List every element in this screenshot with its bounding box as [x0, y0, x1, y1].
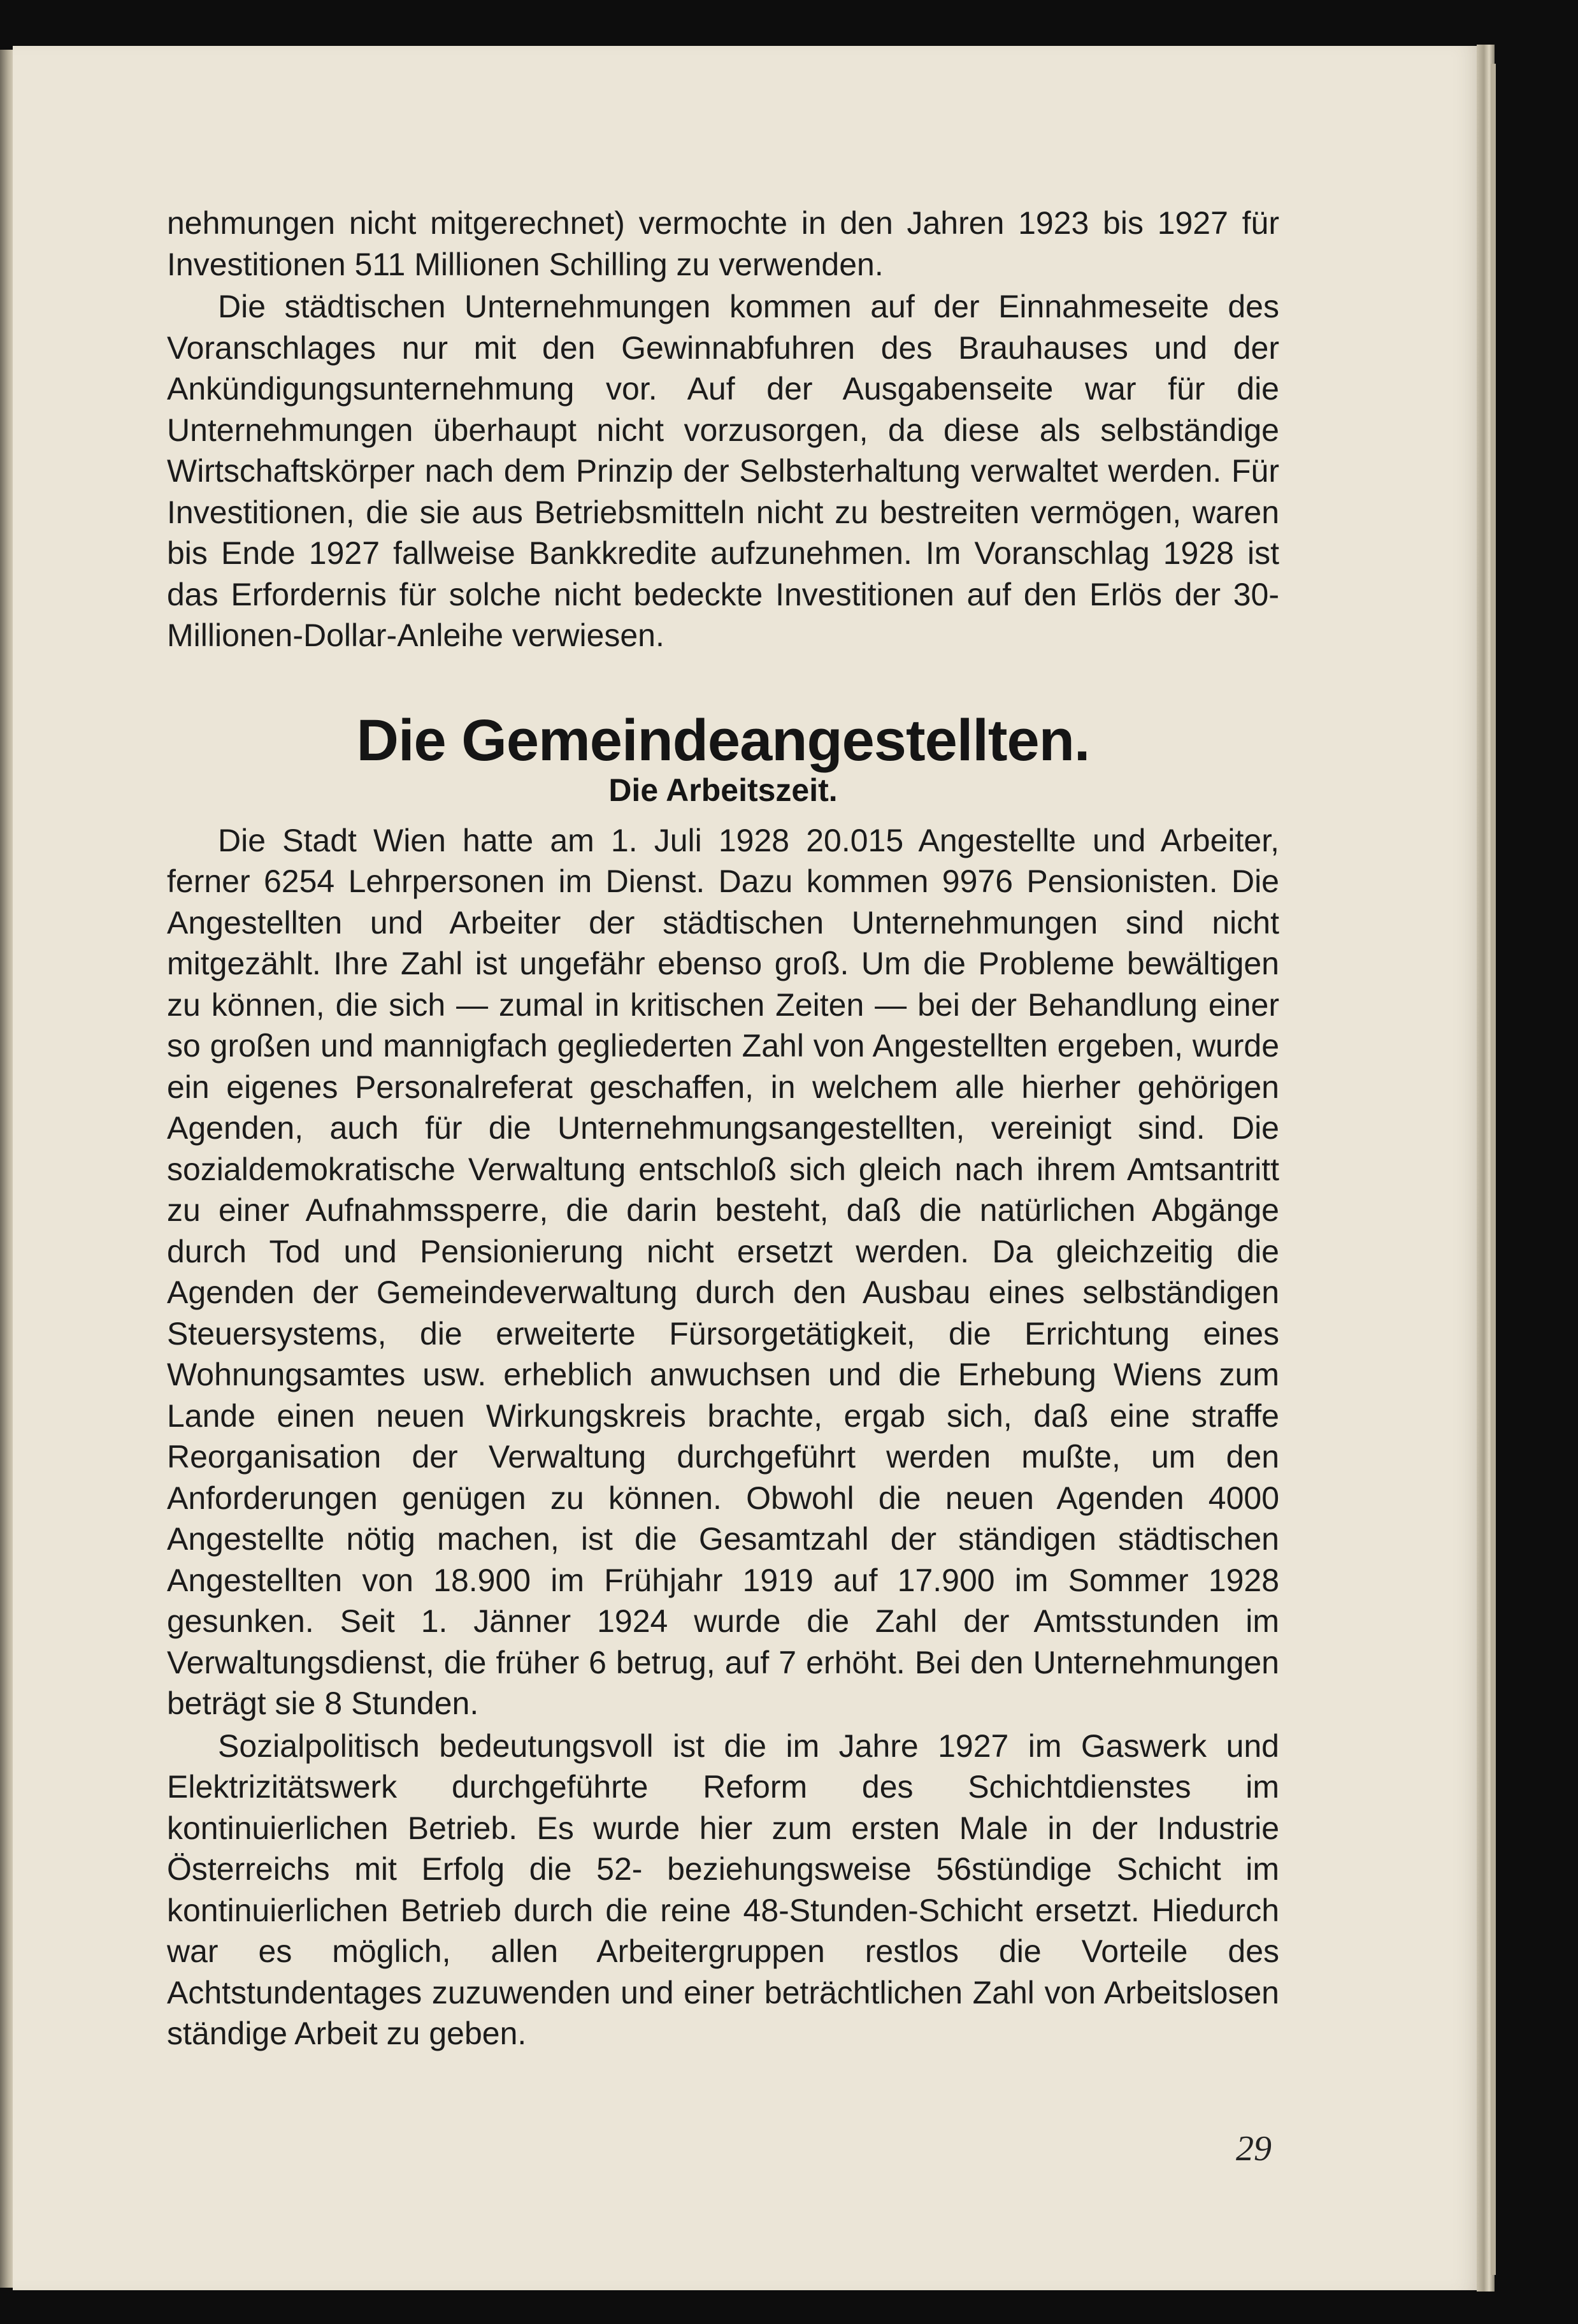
page-number: 29	[1236, 2129, 1272, 2169]
page-text	[167, 203, 1279, 2054]
right-page-edge-shadow	[1491, 64, 1496, 2275]
intro-paragraph: nehmungen nicht mitgerechnet) vermochte in den Jahren 1923 bis 1927 für Investitionen 511 Millionen Schilling zu verwenden.	[167, 205, 1279, 282]
paragraph-unternehmungen: Die städtischen Unternehmungen kommen auf der Einnahmeseite des Voranschlages nur mit den Gewinnabfuhren des Brauhauses und der Ankündigungsunternehmung vor. Auf der Ausgabenseite war für die Unternehmungen überhaupt nicht vorzusorgen, da diese als selbständige Wirtschaftskörper nach dem Prinzip der Selbsterhaltung verwaltet werden. Für Investitionen, die sie aus Betriebsmitteln nicht zu bestreiten vermögen, waren bis Ende 1927 fallweise Bankkredite aufzunehmen. Im Voranschlag 1928 ist das Erfordernis für solche nicht bedeckte Investitionen auf den Erlös der 30-Millionen-Dollar-Anleihe verwiesen.	[167, 289, 1279, 653]
paragraph-angestellte: Die Stadt Wien hatte am 1. Juli 1928 20.015 Angestellte und Arbeiter, ferner 6254 Lehrpersonen im Dienst. Dazu kommen 9976 Pensionisten. Die Angestellten und Arbeiter der städtischen Unternehmungen sind nicht mitgezählt. Ihre Zahl ist ungefähr ebenso groß. Um die Probleme bewältigen zu können, die sich — zumal in kritischen Zeiten — bei der Behandlung einer so großen und mannigfach gegliederten Zahl von Angestellten ergeben, wurde ein eigenes Personalreferat geschaffen, in welchem alle hierher gehörigen Agenden, auch für die Unternehmungsangestellten, vereinigt sind. Die sozialdemokratische Verwaltung entschloß sich gleich nach ihrem Amtsantritt zu einer Aufnahmssperre, die darin besteht, daß die natürlichen Abgänge durch Tod und Pensionierung nicht ersetzt werden. Da gleichzeitig die Agenden der Gemeindeverwaltung durch den Ausbau eines selbständigen Steuersystems, die erweiterte Fürsorgetätigkeit, die Errichtung eines Wohnungsamtes usw. erheblich anwuchsen und die Erhebung Wiens zum Lande einen neuen Wirkungskreis brachte, ergab sich, daß eine straffe Reorganisation der Verwaltung durchgeführt werden mußte, um den Anforderungen genügen zu können. Obwohl die neuen Agenden 4000 Angestellte nötig machen, ist die Gesamtzahl der ständigen städtischen Angestellten von 18.900 im Frühjahr 1919 auf 17.900 im Sommer 1928 gesunken. Seit 1. Jänner 1924 wurde die Zahl der Amtsstunden im Verwaltungsdienst, die früher 6 betrug, auf 7 erhöht. Bei den Unternehmungen beträgt sie 8 Stunden.	[167, 822, 1279, 1721]
paragraph-schichtdienst: Sozialpolitisch bedeutungsvoll ist die im Jahre 1927 im Gaswerk und Elektrizitätswerk durchgeführte Reform des Schichtdienstes im kontinuierlichen Betrieb. Es wurde hier zum ersten Male in der Industrie Österreichs mit Erfolg die 52- beziehungsweise 56stündige Schicht im kontinuierlichen Betrieb durch die reine 48-Stunden-Schicht ersetzt. Hiedurch war es möglich, allen Arbeitergruppen restlos die Vorteile des Achtstundentages zuzuwenden und einer beträchtlichen Zahl von Arbeitslosen ständige Arbeit zu geben.	[167, 1728, 1279, 2051]
section-subheading: Die Arbeitszeit.	[608, 772, 838, 808]
section-heading: Die Gemeindeangestellten.	[356, 707, 1090, 773]
left-page-edge	[0, 50, 14, 2288]
